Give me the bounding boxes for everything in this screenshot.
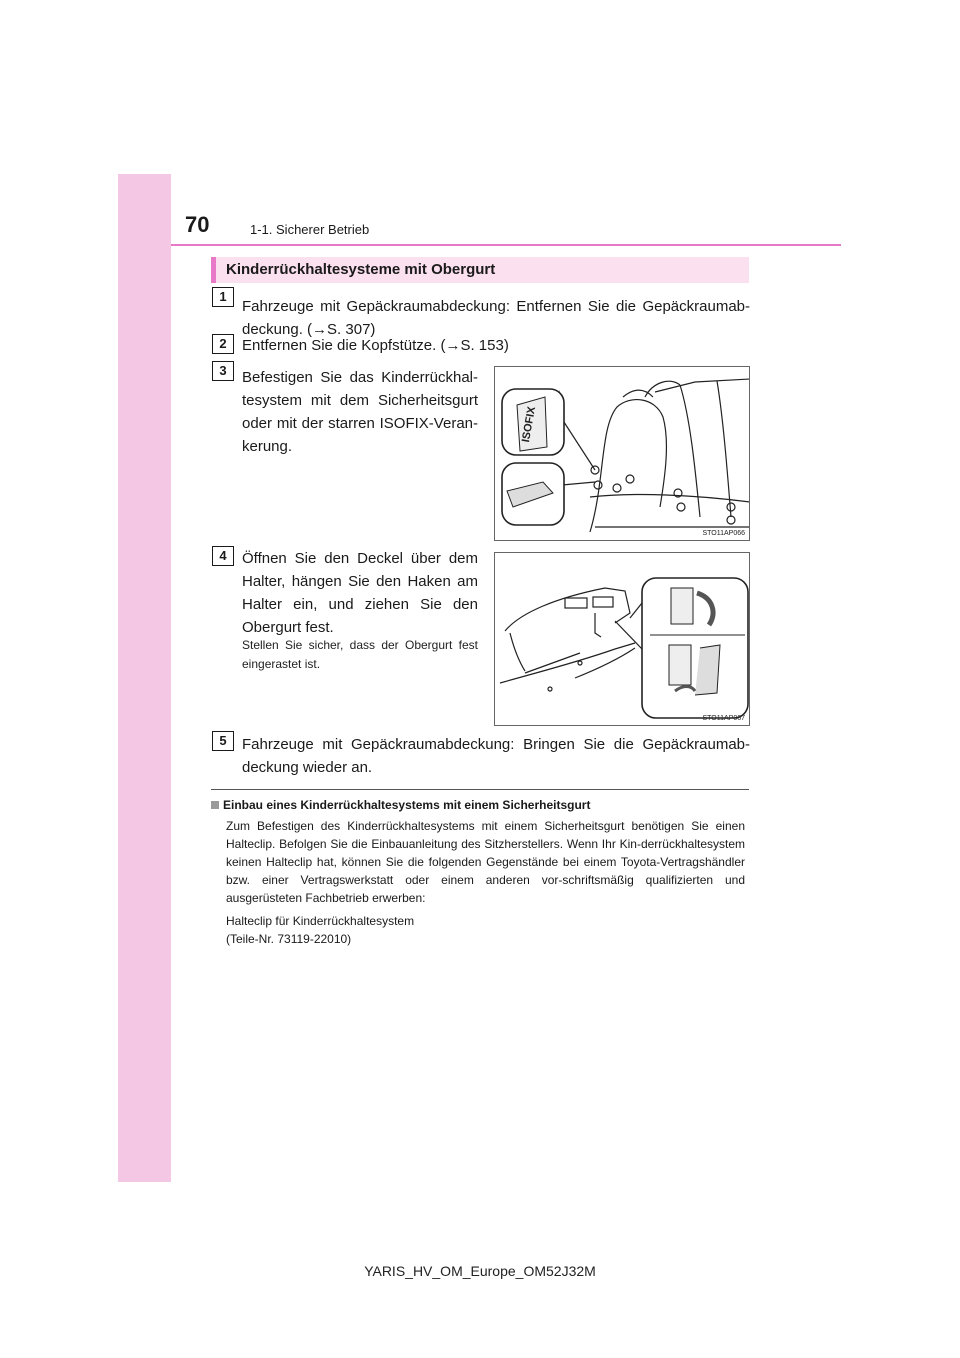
figure-code-3: STO11AP066 (702, 530, 745, 537)
section-heading-box (211, 257, 749, 283)
step-5-number: 5 (212, 731, 234, 751)
step-4-number: 4 (212, 546, 234, 566)
isofix-illustration (495, 367, 750, 541)
figure-top-tether-anchor (494, 552, 750, 726)
isofix-label: ISOFIX (520, 405, 539, 444)
section-heading: Kinderrückhaltesysteme mit Obergurt (226, 261, 496, 278)
info-paragraph: Zum Befestigen des Kinderrückhaltesystems mit einem Sicherheitsgurt benötigen Sie einen Halteclip. Befolgen Sie die Einbauanleitung des Sitzherstellers. Wenn Ihr Kin-derrückhaltesystem keinen Halteclip hat, können Sie die folgenden Gegenstände bei einem Toyota-Vertragshändler bzw. einer Vertragswerkstatt oder einem anderen vor-schriftsmäßig qualifizierten und ausgerüsteten Fachbetrieb erwerben: (226, 819, 745, 905)
page-number: 70 (185, 212, 210, 237)
header-rule (171, 244, 841, 246)
chapter-sidebar-tab (118, 174, 171, 1182)
info-heading-text: Einbau eines Kinderrückhaltesystems mit einem Sicherheitsgurt (223, 798, 591, 812)
step-1-number: 1 (212, 287, 234, 307)
step-4-text: Öffnen Sie den Deckel über dem Halter, hängen Sie den Haken am Halter ein, und ziehen Sie den Obergurt fest. (242, 550, 478, 636)
step-5-text: Fahrzeuge mit Gepäckraumabdeckung: Bringen Sie die Gepäckraumab-deckung wieder an. (242, 736, 750, 776)
info-part-number: (Teile-Nr. 73119-22010) (226, 932, 352, 946)
info-part-name: Halteclip für Kinderrückhaltesystem (226, 914, 415, 928)
section-title: 1-1. Sicherer Betrieb (250, 222, 370, 237)
step-3-number: 3 (212, 361, 234, 381)
footer-doc-code: YARIS_HV_OM_Europe_OM52J32M (364, 1263, 596, 1279)
info-heading (211, 797, 590, 813)
step-2-number: 2 (212, 334, 234, 354)
step-3-text: Befestigen Sie das Kinderrückhal-tesystem mit dem Sicherheitsgurt oder mit der starren ISOFIX-Veran-kerung. (242, 369, 478, 455)
step-1-text: Fahrzeuge mit Gepäckraumabdeckung: Entfernen Sie die Gepäckraumab-deckung. (→S. 307) (242, 298, 750, 338)
square-bullet-icon (211, 801, 219, 809)
tether-illustration (495, 553, 750, 726)
step-2-text: Entfernen Sie die Kopfstütze. (→S. 153) (242, 337, 509, 354)
step-4-note: Stellen Sie sicher, dass der Obergurt fest eingerastet ist. (242, 638, 478, 671)
section-divider (211, 789, 749, 790)
figure-isofix-installation (494, 366, 750, 541)
figure-code-4: STO11AP067 (702, 715, 745, 722)
